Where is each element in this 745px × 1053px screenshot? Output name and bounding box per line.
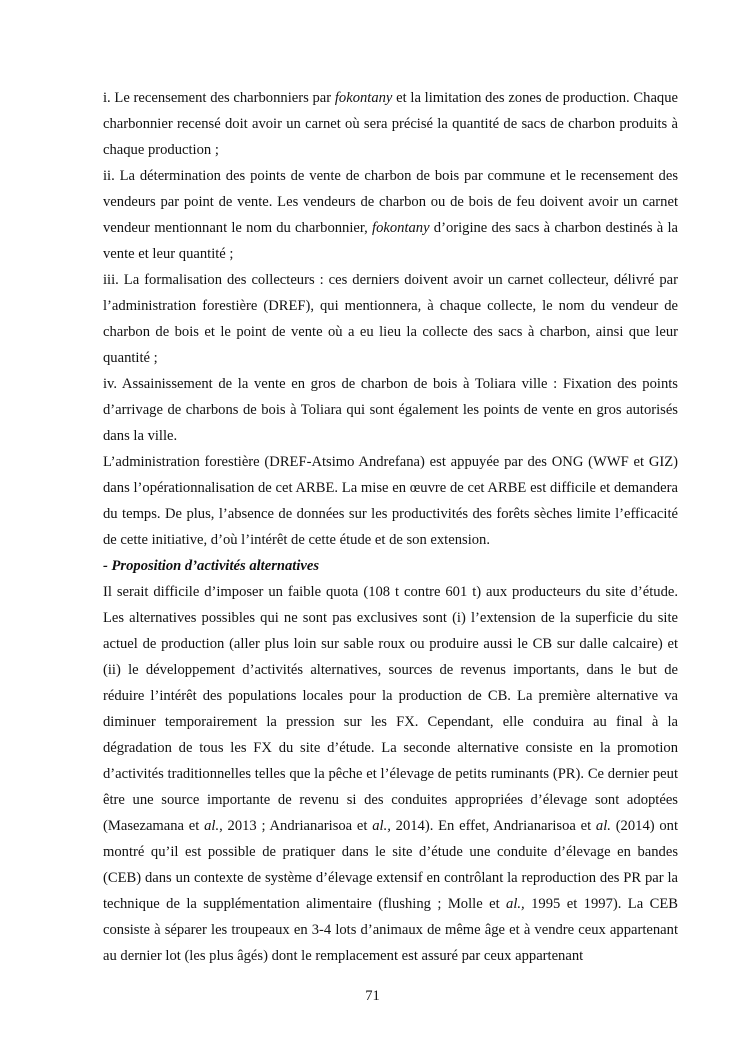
paragraph-item-iii: iii. La formalisation des collecteurs : ces derniers doivent avoir un carnet collecteur, délivré par l’administration forestière (DREF), qui mentionnera, à chaque collecte, le nom du vendeur de charbon de bois et le point de vente où a eu lieu la collecte des sacs à charbon, ainsi que leur quantité ; (103, 272, 678, 366)
section-heading: - Proposition d’activités alternatives (103, 558, 320, 574)
page-number: 71 (365, 988, 380, 1004)
paragraph-item-i: i. Le recensement des charbonniers par fokontany et la limitation des zones de production. Chaque charbonnier recensé doit avoir un carnet où sera précisé la quantité de sacs de charbon produits à chaque production ; (103, 90, 678, 158)
document-body (103, 85, 678, 969)
paragraph-administration: L’administration forestière (DREF-Atsimo Andrefana) est appuyée par des ONG (WWF et GIZ) dans l’opérationnalisation de cet ARBE. La mise en œuvre de cet ARBE est difficile et demandera du temps. De plus, l’absence de données sur les productivités des forêts sèches limite l’efficacité de cette initiative, d’où l’intérêt de cette étude et de son extension. (103, 454, 678, 548)
paragraph-item-ii: ii. La détermination des points de vente de charbon de bois par commune et le recensement des vendeurs par point de vente. Les vendeurs de charbon ou de bois de feu doivent avoir un carnet vendeur mentionnant le nom du charbonnier, fokontany d’origine des sacs à charbon destinés à la vente et leur quantité ; (103, 168, 678, 262)
paragraph-alternatives: Il serait difficile d’imposer un faible quota (108 t contre 601 t) aux producteurs du site d’étude. Les alternatives possibles qui ne sont pas exclusives sont (i) l’extension de la superficie du site actuel de production (aller plus loin sur sable roux ou produire aussi le CB sur dalle calcaire) et (ii) le développement d’activités alternatives, sources de revenus importants, dans le but de réduire l’intérêt des populations locales pour la production de CB. La première alternative va diminuer temporairement la pression sur les FX. Cependant, elle conduira au final à la dégradation de tous les FX du site d’étude. La seconde alternative consiste en la promotion d’activités traditionnelles telles que la pêche et l’élevage de petits ruminants (PR). Ce dernier peut être une source importante de revenu si des conduites appropriées d’élevage sont adoptées (Masezamana et al., 2013 ; Andrianarisoa et al., 2014). En effet, Andrianarisoa et al. (2014) ont montré qu’il est possible de pratiquer dans le site d’étude une conduite d’élevage en bandes (CEB) dans un contexte de système d’élevage extensif en contrôlant la reproduction des PR par la technique de la supplémentation alimentaire (flushing ; Molle et al., 1995 et 1997). La CEB consiste à séparer les troupeaux en 3-4 lots d’animaux de même âge et à vendre ceux appartenant au dernier lot (les plus âgés) dont le remplacement est assuré par ceux appartenant (103, 584, 679, 964)
paragraph-item-iv: iv. Assainissement de la vente en gros de charbon de bois à Toliara ville : Fixation des points d’arrivage de charbons de bois à Toliara qui sont également les points de vente en gros autorisés dans la ville. (103, 376, 678, 444)
